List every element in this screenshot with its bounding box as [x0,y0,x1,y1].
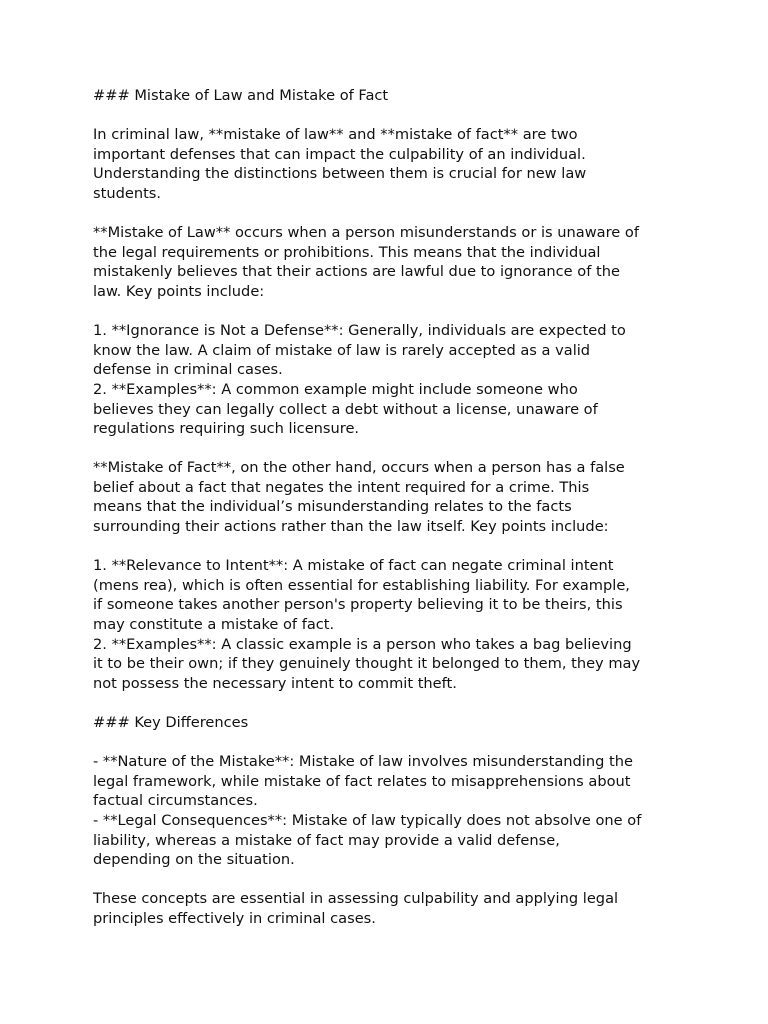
text-line: it to be their own; if they genuinely thought it belonged to them, they may [93,655,641,673]
text-line: **Mistake of Fact**, on the other hand, occurs when a person has a false [93,459,625,477]
text-line: liability, whereas a mistake of fact may provide a valid defense, [93,831,560,849]
text-line: 1. **Relevance to Intent**: A mistake of fact can negate criminal intent [93,557,614,575]
text-line: mistakenly believes that their actions are lawful due to ignorance of the [93,263,620,281]
spacer [93,439,693,459]
main-heading: ### Mistake of Law and Mistake of Fact [93,87,389,104]
text-line: means that the individual’s misunderstanding relates to the facts [93,498,572,516]
document-page [93,86,693,929]
text-line: **Mistake of Law** occurs when a person misunderstands or is unaware of [93,224,639,242]
spacer [93,204,693,224]
text-line: These concepts are essential in assessing culpability and applying legal [93,890,619,908]
text-line: defense in criminal cases. [93,361,283,379]
text-line: surrounding their actions rather than the law itself. Key points include: [93,518,609,536]
text-line: students. [93,184,162,202]
text-line: Understanding the distinctions between them is crucial for new law [93,165,587,183]
spacer [93,693,693,713]
text-line: factual circumstances. [93,792,258,810]
spacer [93,537,693,557]
text-line: regulations requiring such licensure. [93,420,360,438]
text-line: principles effectively in criminal cases. [93,909,376,927]
text-line: legal framework, while mistake of fact relates to misapprehensions about [93,772,631,790]
text-line: not possess the necessary intent to commit theft. [93,674,457,692]
section-heading: ### Key Differences [93,714,249,731]
text-line: 2. **Examples**: A common example might include someone who [93,380,578,398]
text-line: if someone takes another person's property believing it to be theirs, this [93,596,623,614]
spacer [93,106,693,126]
intro-paragraph [93,125,693,203]
text-line: law. Key points include: [93,282,265,300]
text-line: important defenses that can impact the culpability of an individual. [93,145,586,163]
conclusion-paragraph [93,889,693,928]
text-line: - **Legal Consequences**: Mistake of law typically does not absolve one of [93,811,642,829]
text-line: belief about a fact that negates the intent required for a crime. This [93,478,590,496]
text-line: the legal requirements or prohibitions. This means that the individual [93,243,601,261]
mistake-of-law-paragraph [93,223,693,301]
text-line: know the law. A claim of mistake of law is rarely accepted as a valid [93,341,591,359]
text-line: may constitute a mistake of fact. [93,616,335,634]
text-line: depending on the situation. [93,851,295,869]
text-line: 2. **Examples**: A classic example is a person who takes a bag believing [93,635,632,653]
text-line: 1. **Ignorance is Not a Defense**: Generally, individuals are expected to [93,322,626,340]
differences-list [93,752,693,870]
spacer [93,733,693,753]
text-line: (mens rea), which is often essential for establishing liability. For example, [93,576,630,594]
text-line: In criminal law, **mistake of law** and **mistake of fact** are two [93,126,578,144]
mistake-of-fact-paragraph [93,458,693,536]
spacer [93,870,693,890]
text-line: - **Nature of the Mistake**: Mistake of law involves misunderstanding the [93,753,633,771]
spacer [93,302,693,322]
text-line: believes they can legally collect a debt without a license, unaware of [93,400,598,418]
mistake-of-law-points [93,321,693,439]
mistake-of-fact-points [93,556,693,693]
